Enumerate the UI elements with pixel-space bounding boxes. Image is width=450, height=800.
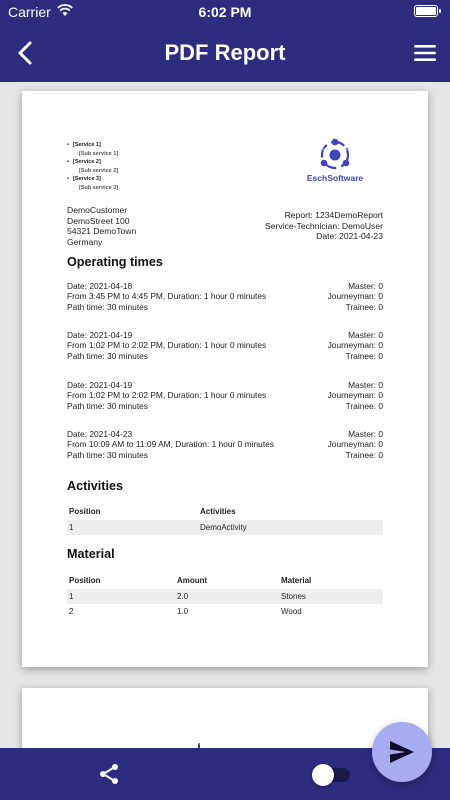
share-icon[interactable]: [97, 762, 121, 786]
sub-service-label: [Sub service 1]: [79, 150, 119, 157]
navigation-bar: [0, 24, 450, 82]
entry-date: Date: 2021-04-18: [67, 281, 133, 291]
entry-path: Path time: 30 minutes: [67, 301, 148, 312]
address-line: DemoCustomer: [67, 205, 128, 215]
report-info: [265, 210, 383, 242]
table-cell: Wood: [281, 607, 302, 616]
entry-master: Master: 0: [348, 429, 383, 439]
pdf-page: [22, 688, 428, 748]
send-button[interactable]: [372, 722, 432, 782]
entry-path: Path time: 30 minutes: [67, 350, 148, 361]
entry-master: Master: 0: [348, 330, 383, 340]
send-icon: [388, 739, 416, 765]
pdf-page: [22, 91, 428, 667]
service-item: [67, 158, 118, 175]
entry-master: Master: 0: [348, 380, 383, 390]
service-item: [67, 141, 118, 158]
entry-trainee: Trainee: 0: [345, 350, 383, 361]
entry-time: From 1:02 PM to 2:02 PM, Duration: 1 hour 0 minutes: [67, 390, 267, 401]
entry-trainee: Trainee: 0: [345, 400, 383, 411]
column-header: Position: [69, 576, 101, 585]
entry-trainee: Trainee: 0: [345, 449, 383, 460]
status-bar: [0, 0, 450, 24]
entry-date: Date: 2021-04-19: [67, 380, 133, 390]
signature-mark: [190, 740, 210, 748]
logo-text: EschSoftware: [306, 173, 364, 183]
address-line: Germany: [67, 236, 103, 247]
toggle-knob: [312, 764, 334, 786]
entry-journeyman: Journeyman: 0: [327, 340, 383, 351]
entry-date: Date: 2021-04-23: [67, 429, 133, 439]
table-header-row: [67, 573, 383, 589]
column-header: Amount: [177, 576, 208, 585]
column-header: Position: [69, 507, 101, 516]
entry-trainee: Trainee: 0: [345, 301, 383, 312]
table-cell: 1: [69, 522, 74, 532]
technician: Service-Technician: DemoUser: [265, 220, 383, 231]
address-line: DemoStreet 100: [67, 215, 130, 226]
entry-path: Path time: 30 minutes: [67, 449, 148, 460]
table-cell: 2: [69, 607, 74, 616]
entry-time: From 3:45 PM to 4:45 PM, Duration: 1 hour 0 minutes: [67, 291, 267, 302]
table-row: [67, 589, 383, 605]
service-label: [Service 1]: [73, 142, 101, 148]
entry-master: Master: 0: [348, 281, 383, 291]
service-item: [67, 175, 118, 192]
entry-time: From 1:02 PM to 2:02 PM, Duration: 1 hour 0 minutes: [67, 340, 267, 351]
entry-journeyman: Journeyman: 0: [327, 439, 383, 450]
sub-service-label: [Sub service 2]: [79, 167, 119, 174]
table-cell: 1: [69, 591, 74, 601]
column-header: Activities: [200, 507, 236, 516]
table-cell: 1.0: [177, 607, 189, 616]
customer-address: [67, 205, 136, 247]
entry-journeyman: Journeyman: 0: [327, 291, 383, 302]
table-cell: Stones: [281, 591, 306, 601]
entry-date: Date: 2021-04-19: [67, 330, 133, 340]
service-list: [67, 141, 118, 193]
material-table: [67, 573, 383, 620]
table-header-row: [67, 504, 383, 520]
activities-table: [67, 504, 383, 535]
column-header: Material: [281, 576, 312, 585]
report-date: Date: 2021-04-23: [316, 231, 383, 242]
service-label: [Service 2]: [73, 159, 101, 166]
activities-heading: Activities: [67, 479, 123, 493]
service-label: [Service 3]: [73, 176, 101, 183]
table-cell: DemoActivity: [200, 522, 247, 532]
pdf-viewer[interactable]: [0, 82, 450, 748]
table-row: [67, 604, 383, 620]
entry-journeyman: Journeyman: 0: [327, 390, 383, 401]
toggle-switch[interactable]: [312, 764, 352, 784]
entry-path: Path time: 30 minutes: [67, 400, 148, 411]
clock: 6:02 PM: [198, 4, 252, 20]
battery-icon: [414, 5, 438, 17]
page-title: PDF Report: [164, 40, 286, 65]
entry-time: From 10:09 AM to 11:09 AM, Duration: 1 hour 0 minutes: [67, 439, 274, 450]
table-cell: 2.0: [177, 591, 189, 601]
material-heading: Material: [67, 547, 115, 561]
address-line: 54321 DemoTown: [67, 226, 137, 237]
hamburger-menu-icon[interactable]: [412, 40, 438, 66]
table-row: [67, 520, 383, 536]
operating-times-heading: Operating times: [67, 255, 163, 269]
logo-mark: [295, 137, 375, 173]
carrier-label: Carrier: [8, 4, 51, 20]
sub-service-label: [Sub service 3]: [79, 184, 119, 191]
report-number: Report: 1234DemoReport: [284, 210, 383, 220]
company-logo: [295, 137, 375, 187]
